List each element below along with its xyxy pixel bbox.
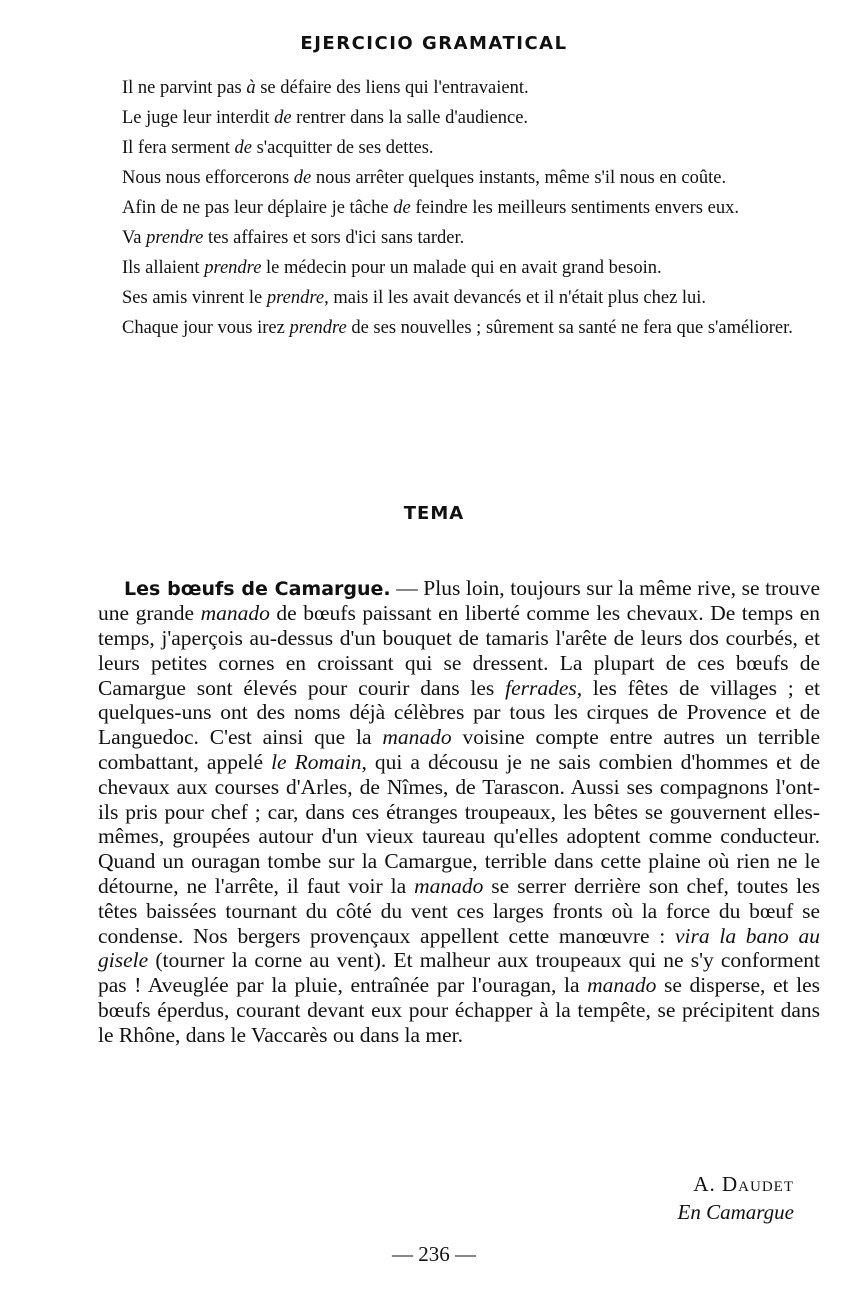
exercise-sentence: [98, 108, 820, 128]
highlighted-word: de: [274, 108, 292, 128]
tema-paragraph: [98, 576, 820, 1048]
work-title: En Camargue: [677, 1200, 794, 1224]
highlighted-word: prendre: [289, 318, 347, 338]
sentence-text: Ils allaient: [122, 258, 205, 278]
sentence-text: se défaire des liens qui l'entravaient.: [255, 78, 529, 98]
tema-lead-title: Les bœufs de Camargue.: [124, 577, 391, 600]
highlighted-word: prendre: [204, 258, 262, 278]
signature-block: [678, 1170, 794, 1226]
exercise-sentence: [98, 168, 820, 188]
section-heading-exercise: EJERCICIO GRAMATICAL: [300, 33, 568, 54]
tema-segment: , qui a décousu je ne sais combien d'hommes et de chevaux aux courses d'Arles, de Nîmes, de Tarascon. Aussi ses compagnons l'ont-ils pris pour chef ; car, dans ces étranges troupeaux, les bêtes se gouvernent elles-mêmes, groupées autour d'un vieux taureau qu'elles adoptent comme conducteur. Quand un ouragan tombe sur la Camargue, terrible dans cette plaine où rien ne le détourne, ne l'arrête, il faut voir la: [98, 750, 821, 899]
highlighted-word: de: [293, 168, 312, 188]
sentence-text: nous arrêter quelques instants, même s'il nous en coûte.: [311, 168, 727, 188]
tema-italic-term: manado: [414, 874, 484, 899]
sentence-text: Il fera serment: [122, 138, 235, 158]
sentence-text: Le juge leur interdit: [122, 108, 275, 128]
highlighted-word: prendre: [266, 288, 325, 308]
exercise-sentence: [98, 258, 820, 278]
exercise-sentence: [98, 138, 820, 158]
tema-segment: voisine compte entre autres un terrible combattant, appelé: [98, 725, 820, 775]
sentence-text: Il ne parvint pas: [122, 78, 247, 98]
highlighted-word: à: [246, 78, 256, 98]
exercise-sentence: [98, 198, 820, 218]
sentence-text: Chaque jour vous irez: [122, 318, 290, 338]
highlighted-word: de: [393, 198, 411, 218]
author-name: A. Daudet: [693, 1172, 794, 1196]
tema-segment: les fêtes de villages ; et quelques-uns ont des noms déjà célèbres par tous les cirques de Provence et de Languedoc. C'est ainsi que la: [98, 675, 821, 750]
tema-segment: se disperse, et les bœufs éperdus, courant devant eux pour échapper à la tempête, se précipitent dans le Rhône, dans le Vaccarès ou dans la mer.: [98, 973, 821, 1047]
tema-italic-term: manado: [587, 973, 657, 998]
page-number: — 236 —: [392, 1242, 476, 1266]
highlighted-word: prendre: [146, 228, 204, 248]
sentence-text: le médecin pour un malade qui en avait grand besoin.: [261, 258, 662, 278]
tema-italic-term: vira la bano au gisele: [98, 923, 820, 973]
tema-segment: — Plus loin, toujours sur la même rive, se trouve une grande: [98, 575, 820, 626]
sentence-text: s'acquitter de ses dettes.: [251, 138, 434, 158]
exercise-list: [98, 78, 820, 348]
tema-italic-term: ferrades,: [505, 675, 583, 700]
exercise-sentence: [98, 288, 820, 308]
tema-segment: (tourner la corne au vent). Et malheur aux troupeaux qui ne s'y conforment pas ! Aveuglée par la pluie, entraînée par l'ouragan, la: [98, 948, 820, 998]
sentence-text: Ses amis vinrent le: [122, 288, 267, 308]
exercise-sentence: [98, 78, 820, 98]
sentence-text: , mais il les avait devancés et il n'était plus chez lui.: [324, 288, 707, 308]
tema-body: [98, 576, 820, 1047]
tema-italic-term: le Romain: [271, 750, 362, 775]
highlighted-word: de: [234, 138, 252, 158]
tema-italic-term: manado: [200, 601, 270, 626]
sentence-text: de ses nouvelles ; sûrement sa santé ne fera que s'améliorer.: [346, 318, 793, 338]
tema-segment: de bœufs paissant en liberté comme les chevaux. De temps en temps, j'aperçois au-dessus d'un bouquet de tamaris l'arête de leurs dos courbés, et leurs petites cornes en croissant qui se dressent. La plupart de ces bœufs de Camargue sont élevés pour courir dans les: [98, 601, 820, 700]
sentence-text: tes affaires et sors d'ici sans tarder.: [203, 228, 465, 248]
exercise-sentence: [98, 318, 820, 338]
tema-italic-term: manado: [382, 725, 452, 750]
sentence-text: Va: [122, 228, 147, 248]
sentence-text: feindre les meilleurs sentiments envers eux.: [410, 198, 739, 218]
tema-segment: se serrer derrière son chef, toutes les têtes baissées tournant du côté du vent ces larges fronts où la force du bœuf se condense. Nos bergers provençaux appellent cette manœuvre :: [98, 874, 820, 948]
sentence-text: rentrer dans la salle d'audience.: [291, 108, 529, 128]
sentence-text: Nous nous efforcerons: [122, 168, 294, 188]
sentence-text: Afin de ne pas leur déplaire je tâche: [122, 198, 394, 218]
exercise-sentence: [98, 228, 820, 248]
section-heading-tema: TEMA: [403, 503, 465, 524]
